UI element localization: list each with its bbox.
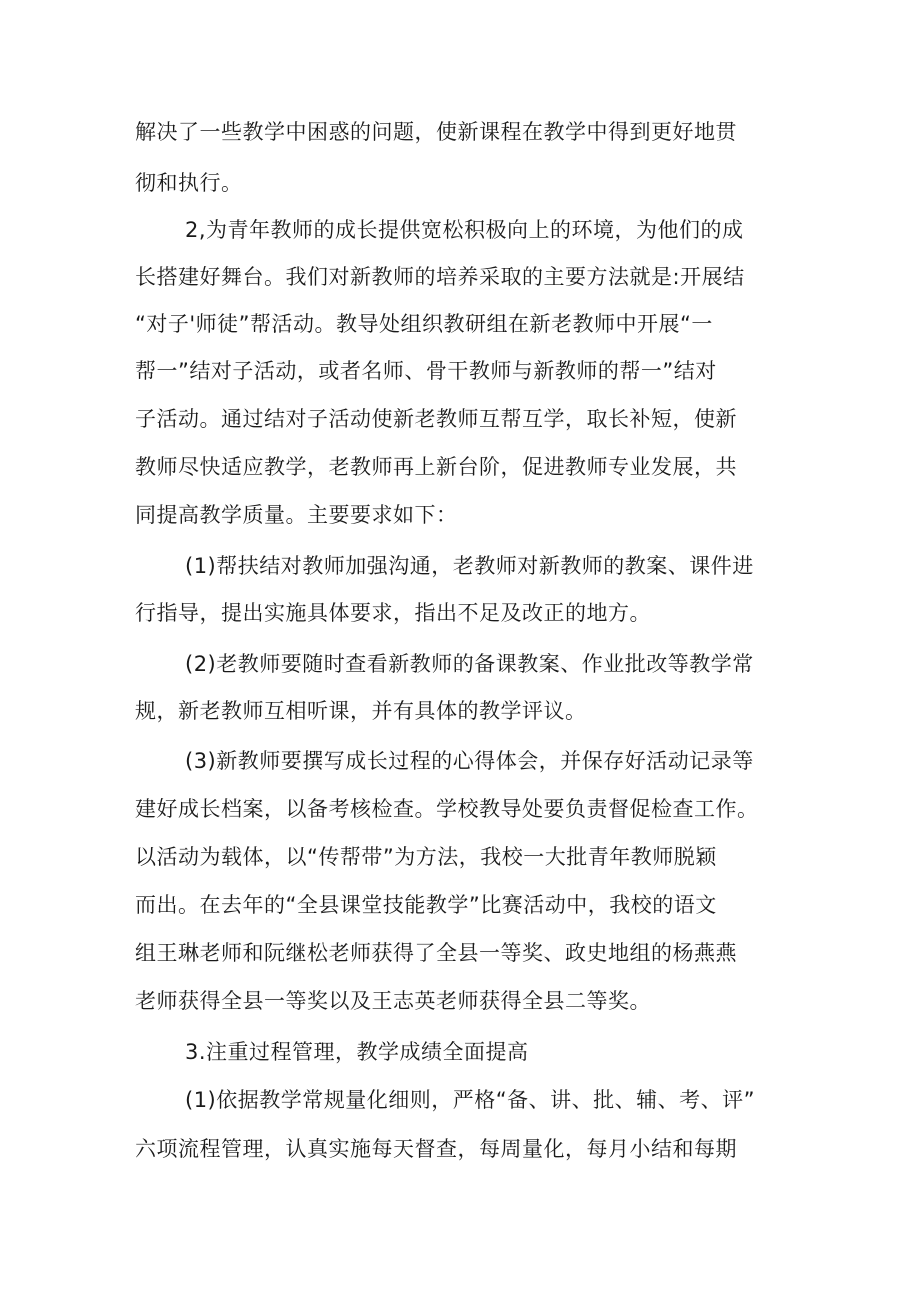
- text-line: 建好成长档案，以备考核检查。学校教导处要负责督促检查工作。: [135, 797, 759, 821]
- text-line: (2)老教师要随时查看新教师的备课教案、作业批改等教学常: [185, 652, 754, 676]
- text-line: 以活动为载体，以“传帮带”为方法，我校一大批青年教师脱颖: [135, 845, 717, 869]
- text-line: 长搭建好舞台。我们对新教师的培养采取的主要方法就是:开展结: [135, 265, 745, 289]
- text-line: 2,为青年教师的成长提供宽松积极向上的环境，为他们的成: [185, 218, 744, 242]
- text-line: 老师获得全县一等奖以及王志英老师获得全县二等奖。: [135, 989, 651, 1013]
- text-line: 解决了一些教学中困惑的问题，使新课程在教学中得到更好地贯: [135, 120, 737, 144]
- text-line: 帮一”结对子活动，或者名师、骨干教师与新教师的帮一”结对: [135, 359, 717, 383]
- text-line: 同提高教学质量。主要要求如下：: [135, 503, 458, 527]
- text-line: 六项流程管理，认真实施每天督查，每周量化，每月小结和每期: [135, 1137, 737, 1161]
- text-line: (1)帮扶结对教师加强沟通，老教师对新教师的教案、课件进: [185, 554, 754, 578]
- text-line: 规，新老教师互相听课，并有具体的教学评议。: [135, 699, 587, 723]
- text-line: (1)依据教学常规量化细则，严格“备、讲、批、辅、考、评”: [185, 1088, 756, 1112]
- text-line: 而出。在去年的“全县课堂技能教学”比赛活动中，我校的语文: [135, 893, 717, 917]
- text-line: (3)新教师要撰写成长过程的心得体会，并保存好活动记录等: [185, 749, 754, 773]
- text-line: 3.注重过程管理，教学成绩全面提高: [185, 1040, 529, 1064]
- text-line: “对子'师徒”帮活动。教导处组织教研组在新老教师中开展“一: [135, 312, 713, 336]
- text-line: 彻和执行。: [135, 171, 243, 195]
- text-line: 子活动。通过结对子活动使新老教师互帮互学，取长补短，使新: [135, 407, 737, 431]
- text-line: 组王琳老师和阮继松老师获得了全县一等奖、政史地组的杨燕燕: [135, 941, 737, 965]
- text-line: 行指导，提出实施具体要求，指出不足及改正的地方。: [135, 601, 651, 625]
- text-line: 教师尽快适应教学，老教师再上新台阶，促进教师专业发展，共: [135, 455, 737, 479]
